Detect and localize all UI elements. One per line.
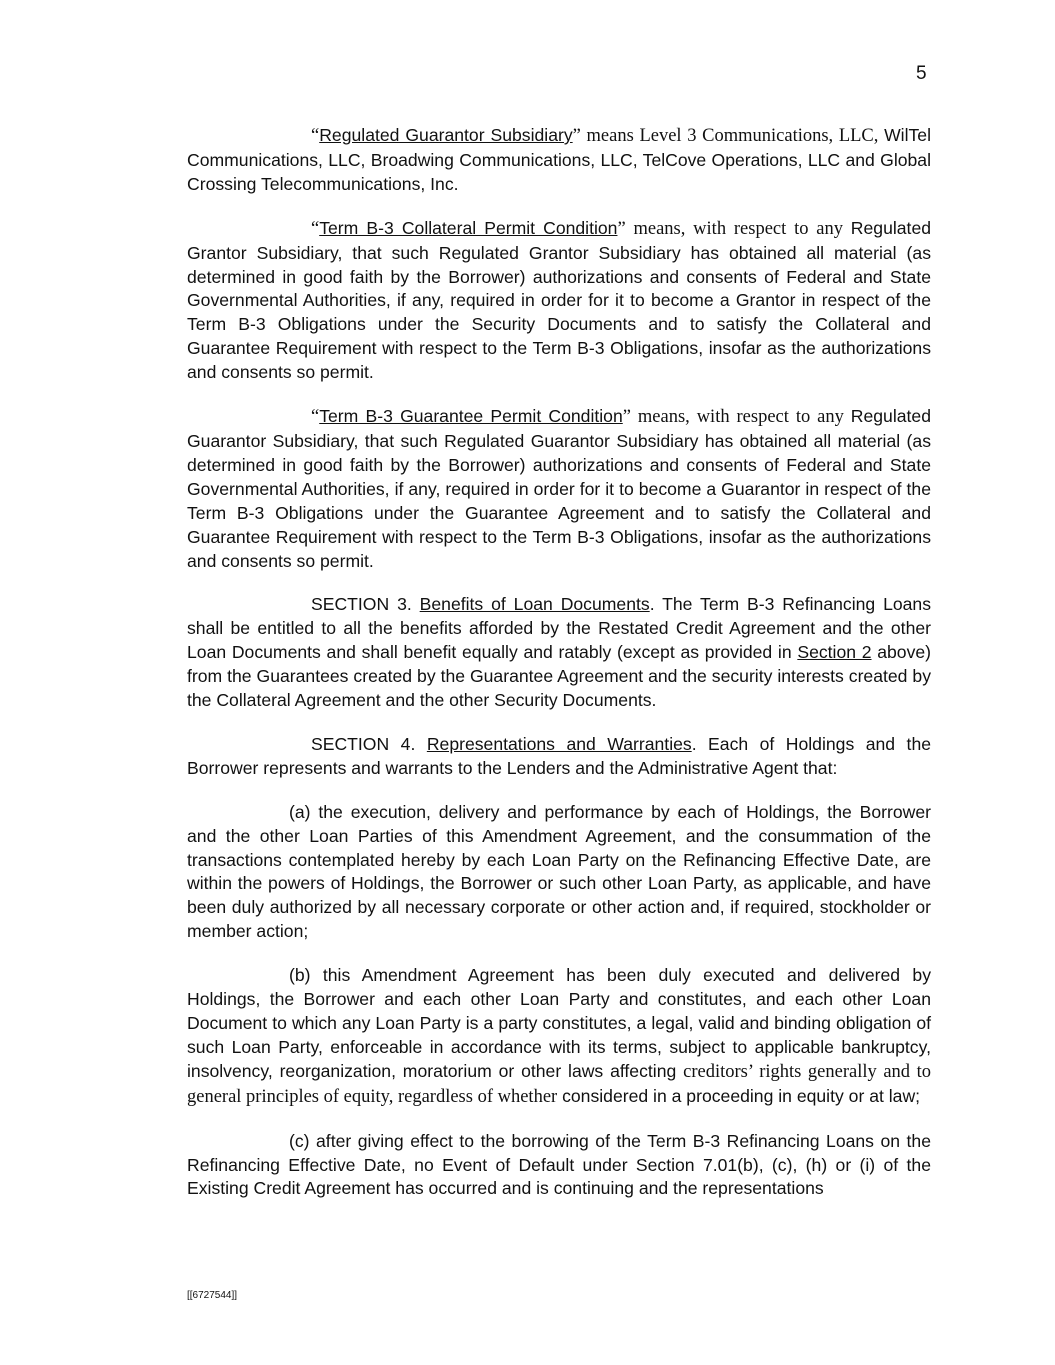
section-3-heading: Benefits of Loan Documents [419, 594, 650, 615]
section-3: SECTION 3. Benefits of Loan Documents. The Term B-3 Refinancing Loans shall be entitled to all the benefits afforded by the Restated Credit Agreement and the other Loan Documents and shall benefit equally and ratably (except as provided in Section 2 above) from the Guarantees created by the Guarantee Agreement and the security interests created by the Collateral Agreement and the other Security Documents. [187, 594, 932, 711]
document-id-footer: [[6727544]] [187, 1290, 238, 1301]
page-number: 5 [916, 63, 927, 84]
clause-c: (c) after giving effect to the borrowing of the Term B-3 Refinancing Loans on the Refinancing Effective Date, no Event of Default under Section 7.01(b), (c), (h) or (i) of the Existing Credit Agreement has occurred and is continuing and the representations [187, 1130, 931, 1199]
section-2-reference: Section 2 [797, 642, 872, 663]
clause-b: (b) this Amendment Agreement has been duly executed and delivered by Holdings, the Borrower and each other Loan Party and constitutes, and each other Loan Document to which any Loan Party is a party constitutes, a legal, valid and binding obligation of such Loan Party, enforceable in accordance with its terms, subject to applicable bankruptcy, insolvency, reorganization, moratorium or other laws affecting creditors’ rights generally and to general principles of equity, regardless of whether considered in a proceeding in equity or at law; [187, 965, 931, 1107]
definition-term-b3-guarantee-permit-condition: “Term B-3 Guarantee Permit Condition” means, with respect to any Regulated Guarantor Subsidiary, that such Regulated Guarantor Subsidiary has obtained all material (as determined in good faith by the Borrower) authorizations and consents of Federal and State Governmental Authorities, if any, required in order for it to become a Guarantor in respect of the Term B-3 Obligations under the Guarantee Agreement and to satisfy the Collateral and Guarantee Requirement with respect to the Term B-3 Obligations, insofar as the authorizations and consents so permit. [187, 406, 931, 571]
document-body [187, 124, 931, 1221]
section-4: SECTION 4. Representations and Warranties. Each of Holdings and the Borrower represents and warrants to the Lenders and the Administrative Agent that: [187, 733, 932, 778]
defined-term: Term B-3 Collateral Permit Condition [319, 217, 618, 238]
defined-term: Term B-3 Guarantee Permit Condition [319, 406, 623, 427]
clause-a: (a) the execution, delivery and performance by each of Holdings, the Borrower and the other Loan Parties of this Amendment Agreement, and the consummation of the transactions contemplated hereby by each Loan Party on the Refinancing Effective Date, are within the powers of Holdings, the Borrower or such other Loan Party, as applicable, and have been duly authorized by all necessary corporate or other action and, if required, stockholder or member action; [187, 801, 931, 942]
defined-term: Regulated Guarantor Subsidiary [319, 125, 573, 145]
section-4-heading: Representations and Warranties [426, 733, 692, 754]
definition-regulated-guarantor-subsidiary: “Regulated Guarantor Subsidiary” means Level 3 Communications, LLC, WilTel Communications, LLC, Broadwing Communications, LLC, TelCove Operations, LLC and Global Crossing Telecommunications, Inc. [187, 125, 931, 194]
section-4-label: SECTION 4. [311, 733, 427, 754]
section-3-label: SECTION 3. [311, 594, 420, 615]
definition-term-b3-collateral-permit-condition: “Term B-3 Collateral Permit Condition” means, with respect to any Regulated Grantor Subsidiary, that such Regulated Grantor Subsidiary has obtained all material (as determined in good faith by the Borrower) authorizations and consents of Federal and State Governmental Authorities, if any, required in order for it to become a Grantor in respect of the Term B-3 Obligations under the Security Documents and to satisfy the Collateral and Guarantee Requirement with respect to the Term B-3 Obligations, insofar as the authorizations and consents so permit. [187, 217, 932, 383]
